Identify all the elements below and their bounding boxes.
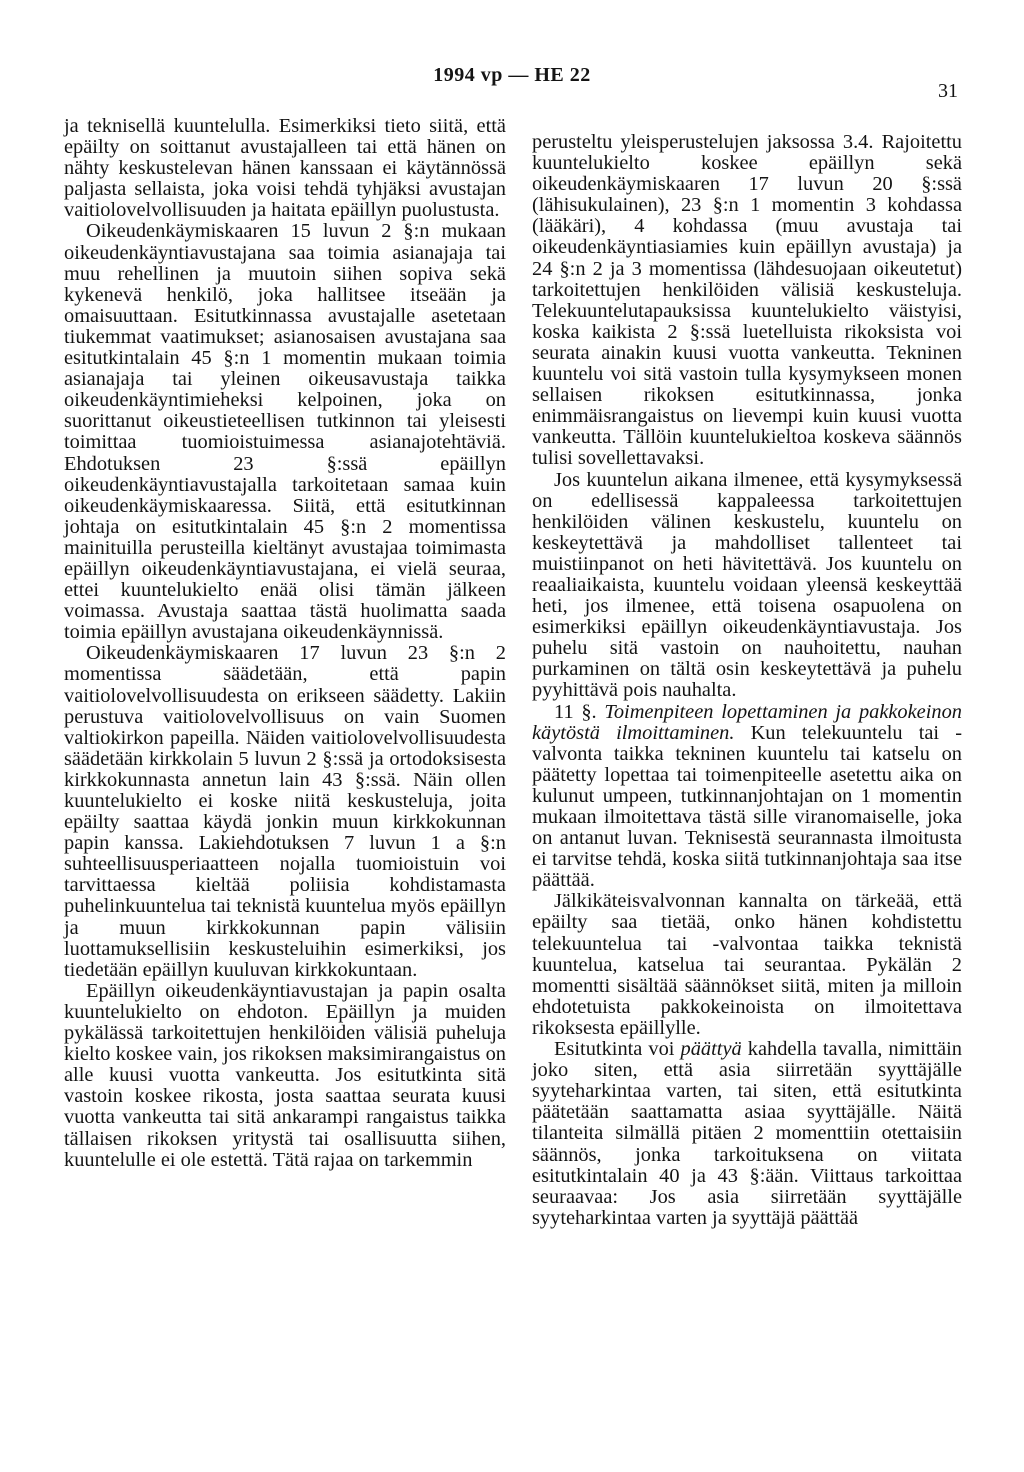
running-head: 1994 vp — HE 22 xyxy=(433,64,591,86)
paragraph-text: kahdella tavalla, nimittäin joko siten, että asia siirretään syyttäjälle syyteharkintaa varten, tai siten, että esitutkinta päätetään saattamatta asiaa syyttäjälle. Näitä tilanteita silmällä pitäen 2 momenttiin otettaisiin säännös, jonka tarkoituksena on viitata esitutkintalain 40 ja 43 §:ään. Viittaus tarkoittaa seuraavaa: Jos asia siirretään syyttäjälle syyteharkintaa varten ja syyttäjä päättää xyxy=(532,1038,962,1229)
paragraph: Oikeudenkäymiskaaren 17 luvun 23 §:n 2 momentissa säädetään, että papin vaitiolovelvollisuudesta on erikseen säädetty. Lakiin perustuva vaitiolovelvollisuus on vain Suomen valtiokirkon papeilla. Näiden vaitiolovelvollisuudesta säädetään kirkkolain 5 luvun 2 §:ssä ja ortodoksisesta kirkkokunnasta annetun lain 43 §:ssä. Näin ollen kuuntelukielto ei koske niitä keskusteluja, joita epäilty saattaa käydä jonkin muun kirkkokunnan papin kanssa. Lakiehdotuksen 7 luvun 1 a §:n suhteellisuusperiaatteen nojalla tuomioistuin voi tarvittaessa kieltää poliisia kohdistamasta puhelinkuuntelua tai teknistä kuuntelua myös epäillyn ja muun kirkkokunnan papin välisiin luottamuksellisiin keskusteluihin esimerkiksi, jos tiedetään epäillyn kuuluvan kirkkokuntaan. xyxy=(64,642,506,981)
page-number: 31 xyxy=(938,80,958,102)
section-number: 11 §. xyxy=(554,700,597,723)
paragraph-start: Esitutkinta voi xyxy=(554,1038,675,1061)
left-column xyxy=(64,116,506,1171)
section-11-paragraph xyxy=(532,702,962,892)
paragraph: perusteltu yleisperustelujen jaksossa 3.4. Rajoitettu kuuntelukielto koskee epäillyn sekä oikeudenkäymiskaaren 17 luvun 20 §:ssä (lähisukulainen), 23 §:n 1 momentin 3 kohdassa (lääkäri), 4 kohdassa (muu avustaja tai oikeudenkäyntiasiamies kuin epäillyn avustaja) ja 24 §:n 2 ja 3 momentissa (lähdesuojaan oikeutetut) tarkoitettujen henkilöiden välisiä keskusteluja. Telekuuntelutapauksissa kuuntelukielto väistyisi, koska kaikista 2 §:ssä luetelluista rikoksista voi seurata ainakin kuusi vuotta vankeutta. Tekninen kuuntelu voi sitä vastoin tulla kysymykseen monen sellaisen rikoksen esitutkinnassa, jonka enimmäisrangaistus on lievempi kuin kuusi vuotta vankeutta. Tällöin kuuntelukieltoa koskeva säännös tulisi sovellettavaksi. xyxy=(532,131,962,470)
paragraph: Jälkikäteisvalvonnan kannalta on tärkeää, että epäilty saa tietää, onko hänen kohdistettu telekuuntelua tai -valvontaa taikka teknistä kuuntelua, katselua tai seurantaa. Pykälän 2 momentti sisältää säännökset siitä, miten ja milloin ehdotetuista pakkokeinoista on ilmoitettava rikoksesta epäillylle. xyxy=(532,890,962,1039)
page-header xyxy=(0,64,1024,104)
paragraph: Oikeudenkäymiskaaren 15 luvun 2 §:n mukaan oikeudenkäyntiavustajana saa toimia asianajaja tai muu rehellinen ja muutoin siihen sopiva sekä kykenevä henkilö, joka hallitsee itseään ja omaisuuttaan. Esitutkinnassa avustajalle asetetaan tiukemmat vaatimukset; asianosaisen avustajana saa esitutkintalain 45 §:n 1 momentin mukaan toimia asianajaja tai yleinen oikeusavustaja taikka oikeudenkäyntimieheksi kelpoinen, joka on suorittanut oikeustieteellisen tutkinnon tai yleisesti toimittaa tuomioistuimessa asianajotehtäviä. Ehdotuksen 23 §:ssä epäillyn oikeudenkäyntiavustajalla tarkoitetaan samaa kuin oikeudenkäymiskaaressa. Siitä, että esitutkinnan johtaja on esitutkintalain 45 §:n 2 momentissa mainituilla perusteilla kieltänyt avustajaa toimimasta epäillyn oikeudenkäyntiavustajana, ei vielä seuraa, ettei kuuntelukielto enää olisi tämän jälkeen voimassa. Avustaja saattaa tästä huolimatta saada toimia epäillyn avustajana oikeudenkäynnissä. xyxy=(64,220,506,644)
section-heading: Toimenpiteen lopettaminen ja pakkokeinon käytöstä ilmoittaminen. xyxy=(532,700,962,744)
right-column xyxy=(532,132,962,1229)
italic-word: päättyä xyxy=(680,1038,742,1061)
paragraph: ja teknisellä kuuntelulla. Esimerkiksi tieto siitä, että epäilty on soittanut avustajalleen tai että hänen on nähty keskustelevan hänen kanssaan ei käytännössä paljasta sellaista, joka voisi tehdä tyhjäksi avustajan vaitiolovelvollisuuden ja haitata epäillyn puolustusta. xyxy=(64,115,506,222)
paragraph: Jos kuuntelun aikana ilmenee, että kysymyksessä on edellisessä kappaleessa tarkoitettujen henkilöiden välinen keskustelu, kuuntelu on keskeytettävä ja mahdolliset tallenteet tai muistiinpanot on heti hävitettävä. Jos kuuntelu on reaaliaikaista, kuuntelu voidaan yleensä keskeyttää heti, jos ilmenee, että toisena osapuolena on esimerkiksi epäillyn oikeudenkäyntiavustaja. Jos puhelu sitä vastoin on nauhoitettu, nauhan purkaminen on tältä osin keskeytettävä ja puhelu pyyhittävä pois nauhalta. xyxy=(532,468,962,702)
paragraph-text: Kun telekuuntelu tai -valvonta taikka tekninen kuuntelu tai katselu on päätetty lopettaa tai toimenpiteelle asetettu aika on kulunut umpeen, tutkinnanjohtajan on 1 momentin mukaan ilmoitettava tästä sille viranomaiselle, joka on antanut luvan. Teknisestä seurannasta ilmoitusta ei tarvitse tehdä, koska siitä tutkinnanjohtaja saa itse päättää. xyxy=(532,721,963,892)
last-paragraph xyxy=(532,1039,962,1229)
paragraph: Epäillyn oikeudenkäyntiavustajan ja papin osalta kuuntelukielto on ehdoton. Epäillyn ja muiden pykälässä tarkoitettujen henkilöiden välisiä puheluja kielto koskee vain, jos rikoksen maksimirangaistus on alle kuusi vuotta vankeutta. Jos esitutkinta sitä vastoin koskee rikosta, josta saattaa seurata kuusi vuotta vankeutta tai sitä ankarampi rangaistus taikka tällaisen rikoksen yritystä tai osallisuutta siihen, kuuntelulle ei ole estettä. Tätä rajaa on tarkemmin xyxy=(64,979,506,1171)
